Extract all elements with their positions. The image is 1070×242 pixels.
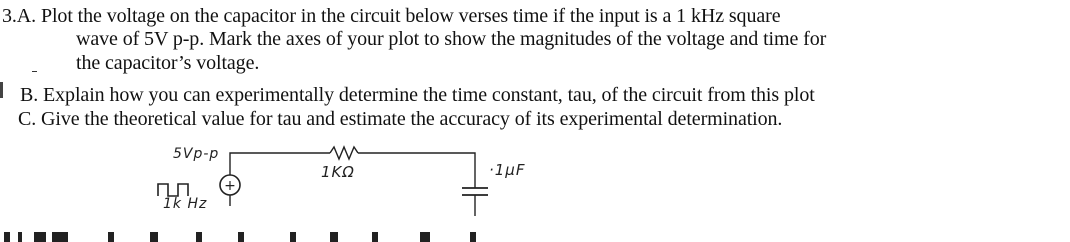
question-3c: C. Give the theoretical value for tau and estimate the accuracy of its experimental determination.	[18, 108, 783, 130]
capacitor-icon	[462, 188, 488, 195]
handwritten-voltage-label: 5Vp-p	[173, 146, 220, 162]
resistor-icon	[330, 147, 358, 159]
margin-left-mark	[0, 82, 3, 98]
clipped-next-question-fragment	[0, 232, 520, 242]
question-3a-line-3: the capacitor’s voltage.	[76, 52, 260, 74]
handwritten-resistor-label: 1KΩ	[321, 163, 355, 181]
wire-left	[230, 153, 330, 175]
wire-right	[358, 153, 475, 188]
question-3a-line-1: 3.A. Plot the voltage on the capacitor in the circuit below verses time if the input is a 1 kHz square	[2, 5, 781, 27]
question-3b: B. Explain how you can experimentally determine the time constant, tau, of the circuit from this plot	[20, 84, 815, 106]
handwritten-frequency-label: 1k Hz	[163, 196, 208, 212]
question-3a-line-2: wave of 5V p-p. Mark the axes of your plot to show the magnitudes of the voltage and time for	[76, 28, 827, 50]
rc-circuit-diagram	[150, 140, 490, 230]
source-plus-sign: +	[224, 178, 236, 194]
margin-dash-mark	[32, 71, 37, 72]
handwritten-capacitor-label: ·1μF	[489, 161, 526, 179]
square-wave-icon	[158, 184, 188, 196]
